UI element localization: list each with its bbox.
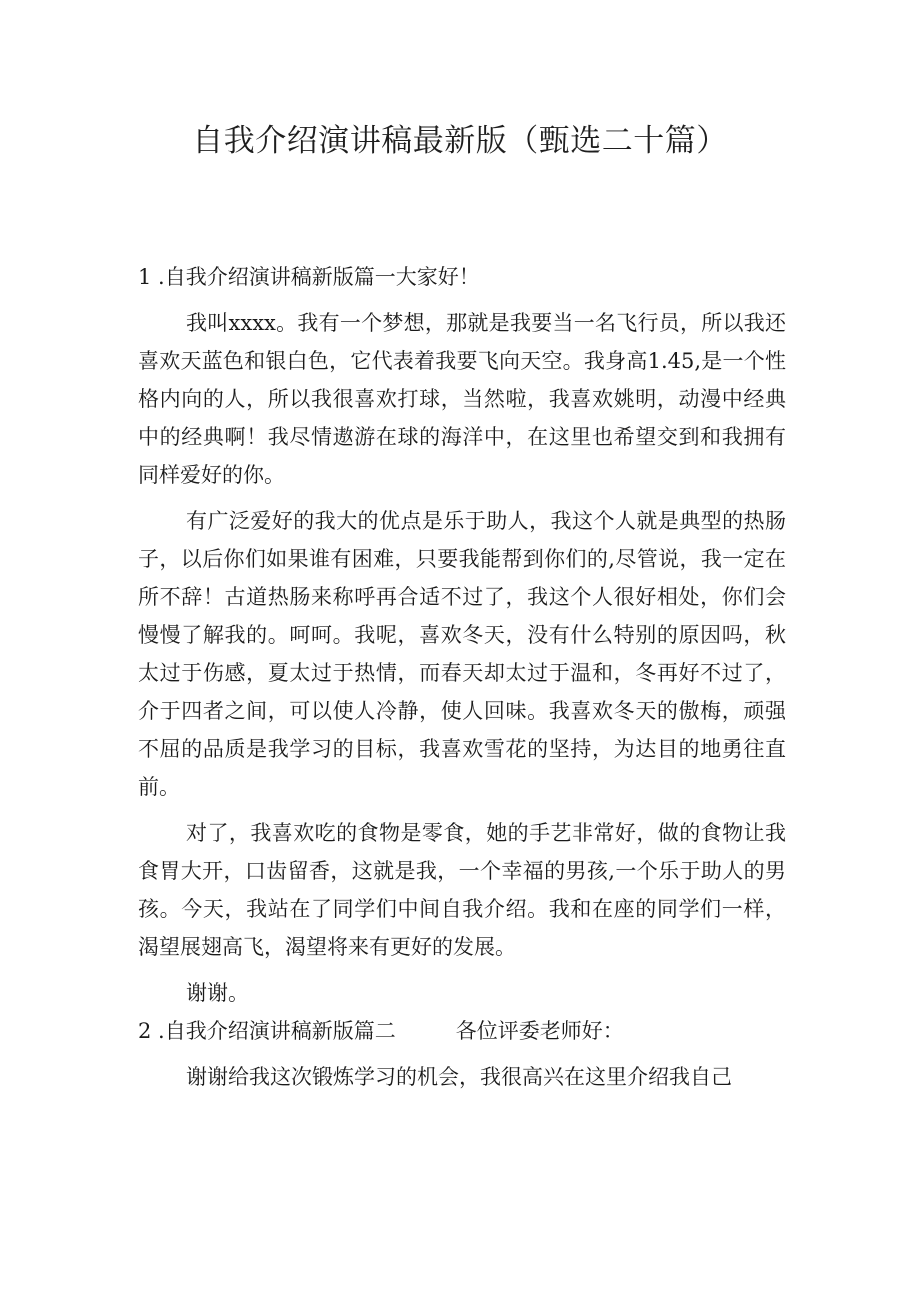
section-1-heading: 1 .自我介绍演讲稿新版篇一大家好！: [138, 265, 480, 289]
section-1-paragraph-2: 有广泛爱好的我大的优点是乐于助人，我这个人就是典型的热肠子，以后你们如果谁有困难，只要我能帮到你们的,尽管说，我一定在所不辞！古道热肠来称呼再合适不过了，我这个人很好相处，你们会慢慢了解我的。呵呵。我呢，喜欢冬天，没有什么特别的原因吗，秋太过于伤感，夏太过于热情，而春天却太过于温和，冬再好不过了，介于四者之间，可以使人冷静，使人回味。我喜欢冬天的傲梅，顽强不屈的品质是我学习的目标，我喜欢雪花的坚持，为达目的地勇往直前。: [138, 509, 786, 799]
section-2-heading: [138, 1012, 786, 1050]
section-2-heading-label: 2 .自我介绍演讲稿新版篇二: [138, 1019, 396, 1043]
document-title: 自我介绍演讲稿最新版（甄选二十篇）: [192, 123, 728, 159]
document-body: [138, 258, 786, 1096]
section-2-paragraph-1: 谢谢给我这次锻炼学习的机会，我很高兴在这里介绍我自己: [186, 1065, 732, 1089]
section-1-paragraph-3: 对了，我喜欢吃的食物是零食，她的手艺非常好，做的食物让我食胃大开，口齿留香，这就是我，一个幸福的男孩,一个乐于助人的男孩。今天，我站在了同学们中间自我介绍。我和在座的同学们一样，渴望展翅高飞，渴望将来有更好的发展。: [138, 821, 786, 959]
section-1-paragraph-1: 我叫xxxx。我有一个梦想，那就是我要当一名飞行员，所以我还喜欢天蓝色和银白色，它代表着我要飞向天空。我身高1.45,是一个性格内向的人，所以我很喜欢打球，当然啦，我喜欢姚明，动漫中经典中的经典啊！我尽情遨游在球的海洋中，在这里也希望交到和我拥有同样爱好的你。: [138, 311, 786, 487]
section-2-salutation: 各位评委老师好：: [455, 1019, 624, 1043]
section-1-closing: 谢谢。: [186, 981, 249, 1005]
